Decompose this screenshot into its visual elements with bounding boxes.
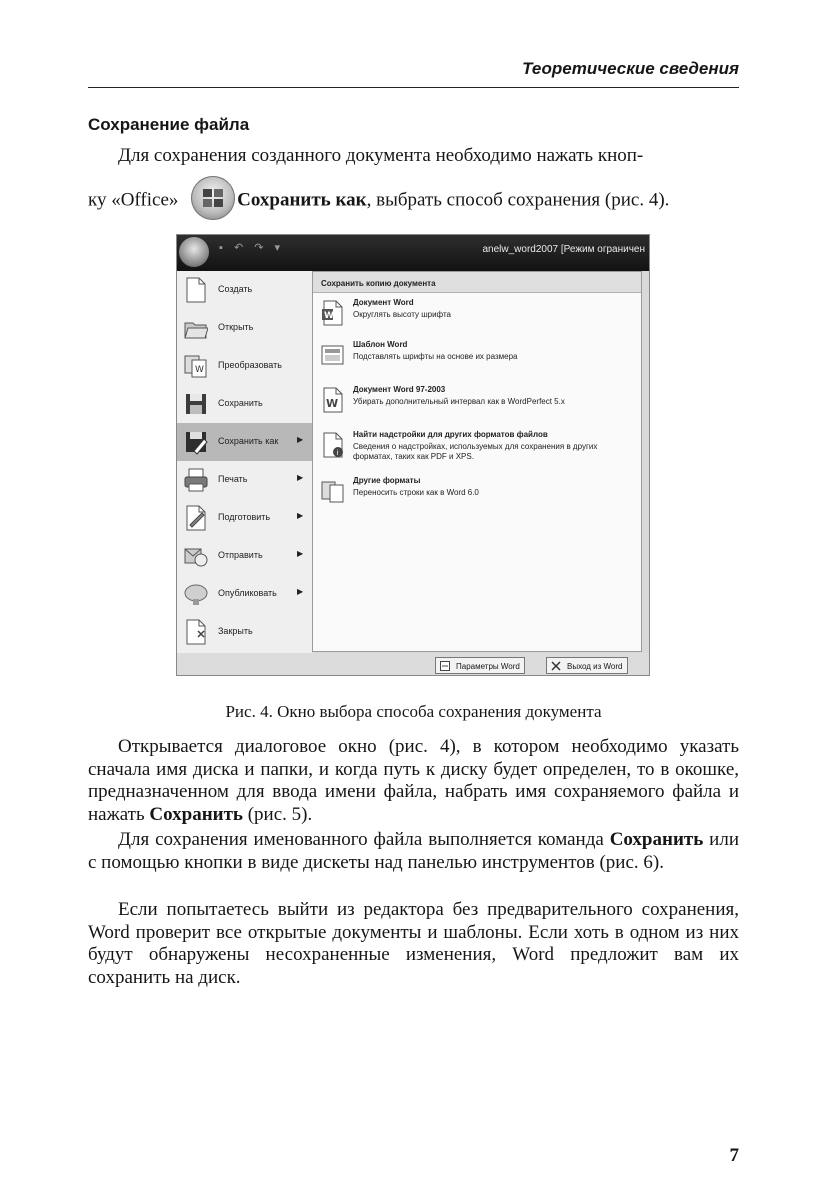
menu-item-4[interactable]: [177, 423, 312, 461]
section-title: Сохранение файла: [88, 115, 250, 134]
paragraph-dialog: [88, 736, 739, 826]
office-button-icon: [191, 176, 235, 220]
menu-item-7[interactable]: [177, 537, 312, 575]
paragraph-dialog-text: Открывается диалоговое окно (рис. 4), в котором необходимо указать сначала имя диска и папки, и когда путь к диску будет определен, то в окошке, предназначенном для ввода имени файла, набрать имя сохраняемого файла и нажать: [88, 736, 739, 825]
other-formats-icon: [321, 478, 345, 504]
menu-item-label: Закрыть: [218, 626, 253, 636]
submenu-arrow-icon: ▶: [297, 587, 304, 596]
paragraph-exit-warning: Если попытаетесь выйти из редактора без предварительного сохранения, Word проверит все открытые документы и шаблоны. Если хоть в одном из них будут обнаружены несохраненные изменения, Word предложит вам их сохранить на диск.: [88, 899, 739, 988]
option-title: Документ Word: [353, 298, 414, 307]
save-format-option-3[interactable]: [321, 430, 636, 470]
save-format-option-2[interactable]: [321, 385, 636, 425]
word-97-icon: [321, 387, 345, 413]
save-as-command: Сохранить как: [237, 189, 367, 211]
page-number: 7: [729, 1145, 739, 1166]
intro-line-2: [88, 179, 669, 223]
new-document-icon: [184, 277, 208, 303]
send-icon: [184, 543, 208, 569]
publish-icon: [184, 581, 208, 607]
save-as-icon: [184, 429, 208, 455]
submenu-arrow-icon: ▶: [297, 473, 304, 482]
menu-item-2[interactable]: [177, 347, 312, 385]
menu-item-9[interactable]: [177, 613, 312, 651]
paragraph-dialog-end: (рис. 5).: [242, 803, 313, 825]
page-header-title: Теоретические сведения: [522, 59, 739, 78]
office-menu-screenshot: [176, 234, 650, 676]
save-format-option-1[interactable]: [321, 340, 636, 380]
printer-icon: [184, 467, 208, 493]
save-command: Сохранить: [149, 803, 243, 825]
window-title: anelw_word2007 [Режим ограничен: [482, 244, 645, 255]
paragraph-save-named-end: или с помощью кнопки в виде дискеты над панелью инструментов (рис. 6).: [88, 829, 739, 873]
svg-text:i: i: [336, 449, 339, 457]
menu-item-8[interactable]: [177, 575, 312, 613]
options-icon: [440, 661, 450, 671]
option-title: Найти надстройки для других форматов файлов: [353, 430, 548, 439]
menu-item-label: Открыть: [218, 322, 254, 332]
svg-text:W: W: [324, 311, 334, 321]
save-format-option-0[interactable]: [321, 298, 636, 338]
option-description: Переносить строки как в Word 6.0: [353, 488, 479, 497]
menu-item-label: Преобразовать: [218, 360, 282, 370]
window-titlebar: [177, 235, 649, 271]
word-template-icon: [321, 342, 345, 368]
save-format-option-4[interactable]: [321, 476, 636, 516]
option-description: Убирать дополнительный интервал как в WordPerfect 5.x: [353, 397, 565, 406]
menu-item-5[interactable]: [177, 461, 312, 499]
convert-icon: [184, 353, 208, 379]
menu-item-label: Сохранить как: [218, 436, 279, 446]
option-title: Документ Word 97-2003: [353, 385, 446, 394]
submenu-arrow-icon: ▶: [297, 511, 304, 520]
prepare-icon: [184, 505, 208, 531]
save-icon: [184, 391, 208, 417]
submenu-arrow-icon: ▶: [297, 435, 304, 444]
option-description: Округлять высоту шрифта: [353, 310, 451, 319]
option-description: Подставлять шрифты на основе их размера: [353, 352, 518, 361]
option-title: Другие форматы: [353, 476, 421, 485]
exit-icon: [551, 661, 561, 671]
paragraph-save-named: [88, 829, 739, 874]
office-orb-icon[interactable]: [179, 237, 209, 267]
menu-footer: [177, 653, 649, 676]
menu-item-6[interactable]: [177, 499, 312, 537]
word-options-label: Параметры Word: [456, 662, 520, 671]
menu-item-1[interactable]: [177, 309, 312, 347]
svg-text:W: W: [195, 365, 204, 375]
menu-item-label: Сохранить: [218, 398, 263, 408]
svg-text:W: W: [326, 397, 339, 410]
quick-access-toolbar[interactable]: ▪ ↶ ↷ ▾: [219, 242, 285, 254]
save-as-panel-title: Сохранить копию документа: [313, 272, 641, 293]
intro-line-2-end: , выбрать способ сохранения (рис. 4).: [366, 189, 670, 211]
close-document-icon: [184, 619, 208, 645]
exit-word-button[interactable]: [546, 657, 628, 674]
submenu-arrow-icon: ▶: [297, 549, 304, 558]
save-as-panel: [312, 271, 642, 652]
menu-item-3[interactable]: [177, 385, 312, 423]
office-menu-list: [177, 271, 312, 653]
header-divider: [88, 87, 739, 88]
addins-icon: [321, 432, 345, 458]
word-options-button[interactable]: [435, 657, 525, 674]
menu-item-label: Отправить: [218, 550, 263, 560]
option-description: Сведения о надстройках, используемых для сохранения в других форматах, таких как PDF и XPS.: [353, 442, 598, 461]
word-document-icon: [321, 300, 345, 326]
intro-line-1: Для сохранения созданного документа необходимо нажать кноп-: [118, 145, 644, 166]
open-folder-icon: [184, 315, 208, 341]
figure-caption: Рис. 4. Окно выбора способа сохранения документа: [225, 702, 602, 721]
option-title: Шаблон Word: [353, 340, 408, 349]
menu-item-label: Создать: [218, 284, 253, 294]
menu-item-label: Печать: [218, 474, 248, 484]
save-command-2: Сохранить: [609, 829, 704, 850]
menu-item-label: Подготовить: [218, 512, 271, 522]
exit-word-label: Выход из Word: [567, 662, 623, 671]
menu-item-0[interactable]: [177, 271, 312, 309]
menu-item-label: Опубликовать: [218, 588, 277, 598]
intro-line-2-start: ку «Office»: [88, 189, 179, 211]
paragraph-save-named-text: Для сохранения именованного файла выполняется команда: [118, 829, 610, 850]
